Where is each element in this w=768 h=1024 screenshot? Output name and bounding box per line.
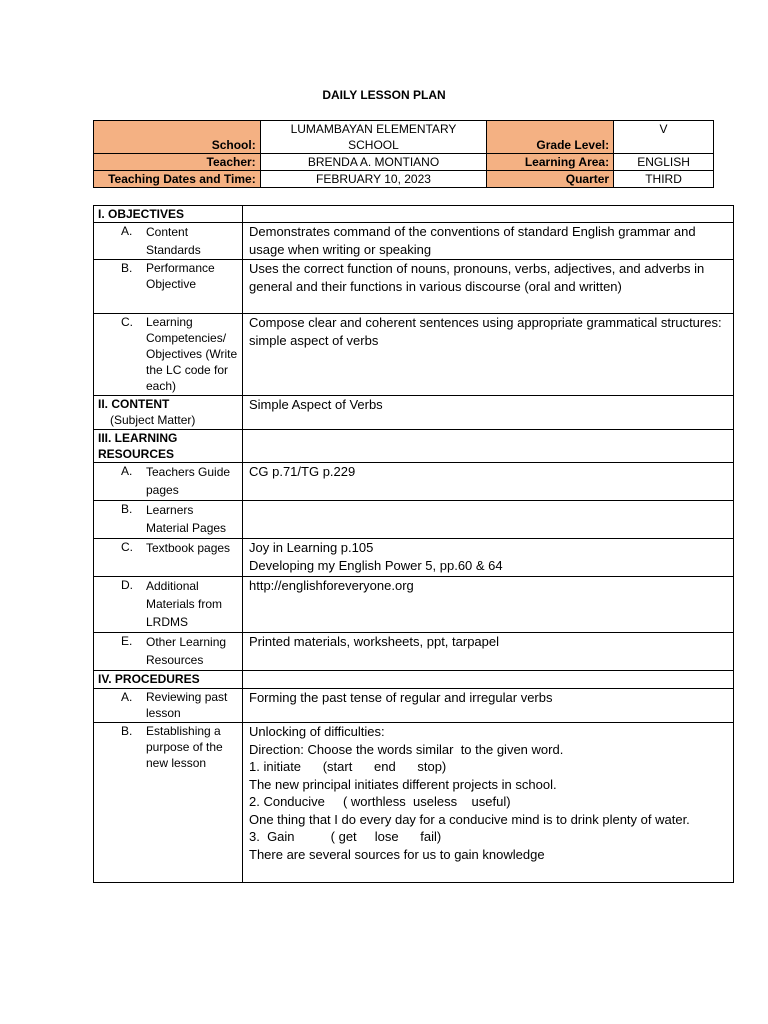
item-key: C. [121,315,133,329]
table-row [94,314,734,396]
table-row [94,539,734,577]
quarter-label: Quarter [487,171,614,188]
content-subheading: (Subject Matter) [110,413,196,427]
list-item: 1. initiate (start end stop) [249,759,447,774]
table-row [94,206,734,223]
other-resources-label: Other Learning Resources [146,635,227,667]
content-value: Simple Aspect of Verbs [243,396,734,430]
additional-materials-label: Additional Materials from LRDMS [146,579,223,629]
table-row [94,501,734,539]
table-row [94,577,734,633]
item-key: A. [121,224,133,238]
item-key: B. [121,502,133,516]
textbook-pages-label: Textbook pages [146,541,231,555]
lesson-plan-table [93,205,734,883]
teacher-label: Teacher: [94,154,261,171]
additional-materials-value: http://englishforeveryone.org [243,577,734,633]
item-key: D. [121,578,133,592]
item-key: A. [121,690,133,704]
resources-heading: III. LEARNING RESOURCES [94,430,243,463]
table-row [94,260,734,314]
table-row [94,396,734,430]
list-item: Unlocking of difficulties: [249,724,385,739]
school-value: LUMAMBAYAN ELEMENTARY SCHOOL [260,121,487,154]
performance-objective-label: Performance Objective [146,261,215,291]
item-key: B. [121,261,133,275]
other-resources-value: Printed materials, worksheets, ppt, tarpapel [243,633,734,671]
learning-area-label: Learning Area: [487,154,614,171]
table-row [94,223,734,260]
establishing-purpose-label: Establishing a purpose of the new lesson [146,724,223,770]
school-label: School: [94,121,261,154]
item-key: E. [121,634,133,648]
document-title: DAILY LESSON PLAN [322,88,446,102]
quarter-value: THIRD [614,171,714,188]
learning-competencies-label: Learning Competencies/ Objectives (Write the LC code for each) [146,315,238,393]
objectives-heading: I. OBJECTIVES [94,206,243,223]
list-item: There are several sources for us to gain knowledge [249,846,545,862]
grade-level-value: V [614,121,714,154]
grade-level-label: Grade Level: [487,121,614,154]
table-row [94,430,734,463]
reviewing-lesson-value: Forming the past tense of regular and irregular verbs [243,689,734,723]
learning-competencies-value: Compose clear and coherent sentences using appropriate grammatical structures: simple aspect of verbs [243,314,734,396]
list-item: The new principal initiates different projects in school. [249,776,557,792]
table-row [94,633,734,671]
teachers-guide-value: CG p.71/TG p.229 [243,463,734,501]
reviewing-lesson-label: Reviewing past lesson [146,690,228,720]
content-standards-label: Content Standards [146,225,201,257]
performance-objective-value: Uses the correct function of nouns, pronouns, verbs, adjectives, and adverbs in general and their functions in various discourse (oral and written) [243,260,734,314]
table-row [94,671,734,689]
teacher-value: BRENDA A. MONTIANO [260,154,487,171]
header-table [93,120,714,188]
procedures-heading: IV. PROCEDURES [94,671,243,689]
teaching-dates-value: FEBRUARY 10, 2023 [260,171,487,188]
list-item: 2. Conducive ( worthless useless useful) [249,794,511,809]
teaching-dates-label: Teaching Dates and Time: [94,171,261,188]
list-item: One thing that I do every day for a conducive mind is to drink plenty of water. [249,811,690,827]
item-key: B. [121,724,133,738]
textbook-value-1: Joy in Learning p.105 [249,540,374,555]
content-heading: II. CONTENT [98,397,170,411]
table-row [94,689,734,723]
table-row [94,463,734,501]
table-row [94,723,734,883]
item-key: A. [121,464,133,478]
textbook-value-2: Developing my English Power 5, pp.60 & 64 [249,557,503,573]
teachers-guide-label: Teachers Guide pages [146,465,231,497]
item-key: C. [121,540,133,554]
list-item: Direction: Choose the words similar to the given word. [249,741,564,757]
learning-area-value: ENGLISH [614,154,714,171]
content-standards-value: Demonstrates command of the conventions of standard English grammar and usage when writing or speaking [243,223,734,260]
list-item: 3. Gain ( get lose fail) [249,829,442,844]
learners-material-label: Learners Material Pages [146,503,227,535]
